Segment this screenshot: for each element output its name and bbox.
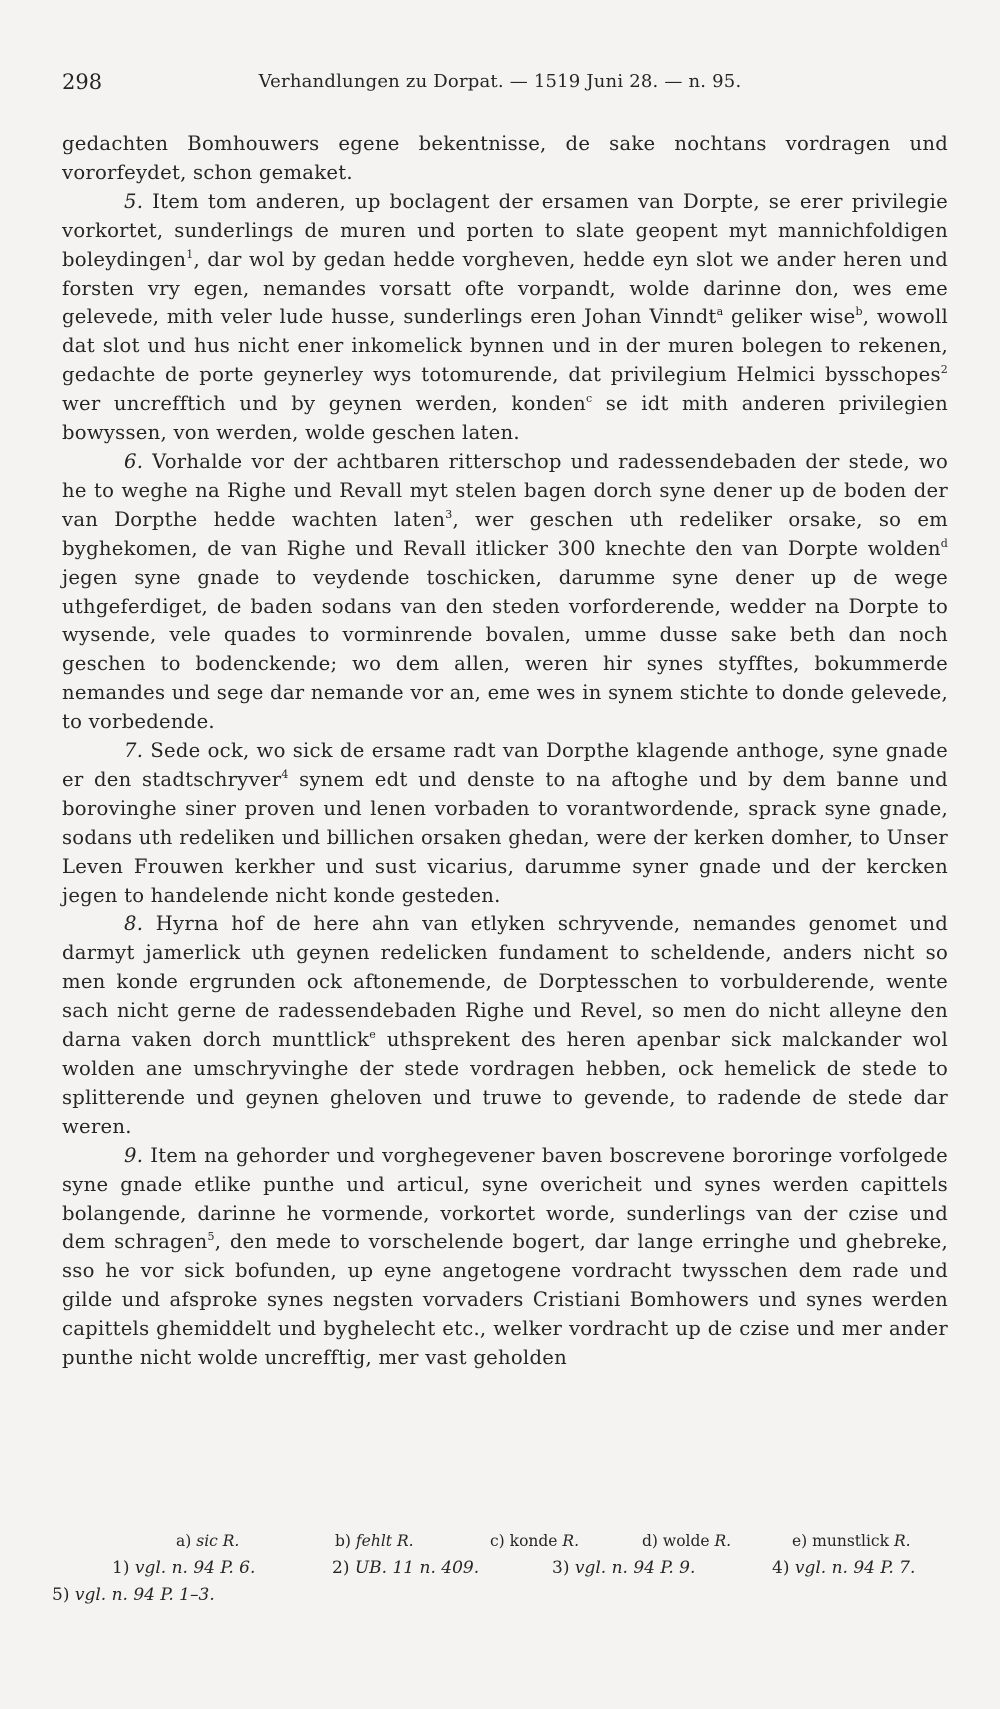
page-number: 298 [62,70,103,94]
text-segment: Item na gehorder und vorghegevener baven boscrevene bororinge vorfolgede syne gnade etlike punthe und articul, syne overicheit und synes werden capittels bolangende, darinne he vormende, vorkortet worde, sunderlings van der czise und dem schragen [62,1143,948,1254]
page-header [62,70,938,100]
paragraph-2 [62,448,948,737]
footnote-ref: 2 [940,363,948,377]
text-segment: uthsprekent des heren apenbar sick malckander wol wolden ane umschryvinghe der stede vordragen hebben, ock hemelick de stede to splitterende und geynen gheloven und truwe to gevende, to radende de stede dar weren. [62,1028,948,1138]
footnote-5: 5) vgl. n. 94 P. 1–3. [52,1585,215,1605]
paragraph-3 [62,737,948,910]
footnote-d: d) wolde R. [642,1532,732,1550]
text-segment: , den mede to vorschelende bogert, dar lange erringhe und ghebreke, sso he vor sick bofunden, up eyne angetogene vordracht twysschen dem rade und gilde und afsproke synes negsten vorvaders Cristiani Bomhowers und synes werden capittels ghemiddelt und byghelecht etc., welker vordracht up de czise und mer ander punthe nicht wolde uncrefftig, mer vast geholden [62,1230,948,1370]
paragraph-number: 6. [124,449,144,473]
paragraph-number: 7. [124,739,144,763]
footnote-ref: 5 [207,1230,215,1244]
body-text [62,130,948,1373]
paragraph-4 [62,910,948,1141]
text-segment: Sede ock, wo sick de ersame radt van Dorpthe klagende anthoge, syne gnade er den stadtschryver [62,739,948,791]
footnote-ref: 4 [281,767,289,781]
footnote-ref: b [855,305,863,319]
footnote-c: c) konde R. [490,1532,580,1550]
running-title: Verhandlungen zu Dorpat. — 1519 Juni 28. — n. 95. [258,71,742,92]
footnote-ref: 1 [186,247,194,261]
text-segment: se idt mith anderen privilegien bowyssen, von werden, wolde geschen laten. [62,392,948,445]
paragraph-number: 5. [124,189,144,213]
footnote-1: 1) vgl. n. 94 P. 6. [112,1558,256,1578]
text-segment: Vorhalde vor der achtbaren ritterschop und radessendebaden der stede, wo he to weghe na Righe und Revall myt stelen bagen dorch syne dener up de boden der van Dorpthe hedde wachten laten [62,449,949,531]
text-segment: Item tom anderen, up boclagent der ersamen van Dorpte, se erer privilegie vorkortet, sunderlings de muren und porten to slate geopent myt mannichfoldigen boleydingen [62,189,949,271]
text-segment: synem edt und denste to na aftoghe und by dem banne und borovinghe siner proven und lenen vorbaden to vorantwordende, sprack syne gnade, sodans uth redeliken und billichen orsaken ghedan, were der kerken domher, to Unser Leven Frouwen kerkher und sust vicarius, darumme syner gnade und der kercken jegen to handelende nicht konde gesteden. [62,767,948,907]
text-segment: gedachten Bomhouwers egene bekentnisse, de sake nochtans vordragen und vororfeydet, schon gemaket. [62,132,948,184]
footnotes-numbers-row1 [52,1555,952,1582]
text-segment: , wowoll dat slot und hus nicht ener inkomelick bynnen und in der muren bolegen to rekenen, gedachte de porte geynerley wys totomurende, dat privilegium Helmici bysschopes [62,305,948,387]
paragraph-number: 9. [124,1143,144,1167]
footnote-4: 4) vgl. n. 94 P. 7. [772,1558,916,1578]
footnote-2: 2) UB. 11 n. 409. [332,1558,480,1578]
footnote-ref: a [716,305,724,319]
footnote-3: 3) vgl. n. 94 P. 9. [552,1558,696,1578]
text-segment: wer uncrefftich und by geynen werden, konden [62,392,586,416]
footnotes-letters [52,1528,952,1555]
footnote-ref: c [585,392,593,406]
text-segment: Hyrna hof de here ahn van etlyken schryvende, nemandes genomet und darmyt jamerlick uth geynen redelicken fundament to scheldende, anders nicht so men konde ergrunden ock aftonemende, de Dorptesschen to vorbulderende, wente sach nicht gerne de radessendebaden Righe und Revel, so men do nicht alleyne den darna vaken dorch munttlick [62,912,948,1052]
text-segment: , wer geschen uth redeliker orsake, so em byghekomen, de van Righe und Revall itlicker 300 knechte den van Dorpte wolden [62,507,949,560]
text-segment: geliker wise [723,305,856,329]
paragraph-5 [62,1142,948,1373]
text-segment: jegen syne gnade to veydende toschicken, darumme syne dener up de wege uthgeferdiget, de baden sodans van den steden vorforderende, wedder na Dorpte to wysende, vele quades to vorminrende bovalen, umme dusse sake beth dan noch geschen to bodenckende; wo dem allen, weren hir synes styfftes, bokummerde nemandes und sege dar nemande vor an, eme wes in synem stichte to donde gelevede, to vorbedende. [62,565,948,734]
paragraph-number: 8. [124,912,144,936]
footnotes [52,1528,952,1609]
text-segment: , dar wol by gedan hedde vorgheven, hedde eyn slot we ander heren und forsten vry egen, nemandes vorsatt ofte vorpandt, wolde darinne don, wes eme gelevede, mith veler lude husse, sunderlings eren Johan Vinndt [62,247,948,329]
paragraph-1 [62,188,948,448]
footnotes-numbers-row2 [52,1582,952,1609]
footnote-ref: d [940,536,948,550]
paragraph-continuation [62,130,948,188]
footnote-e: e) munstlick R. [792,1532,911,1550]
footnote-a: a) sic R. [176,1532,240,1550]
footnote-b: b) fehlt R. [335,1532,414,1550]
footnote-ref: e [369,1028,377,1042]
footnote-ref: 3 [445,507,453,521]
